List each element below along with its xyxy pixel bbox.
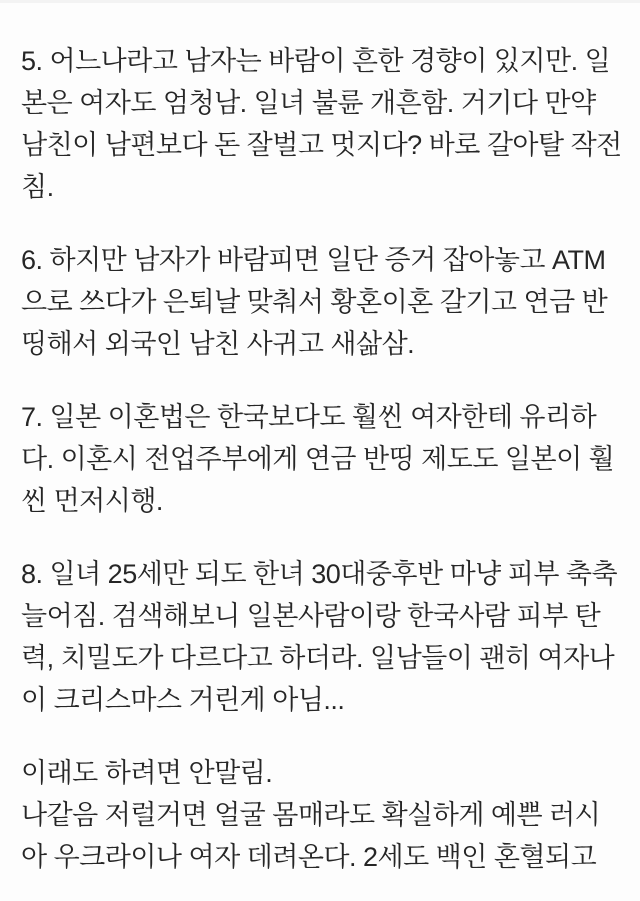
closing-line-2: 나같음 저럴거면 얼굴 몸매라도 확실하게 예쁜 러시아 우크라이나 여자 데려온다. 2세도 백인 혼혈되고 <box>21 800 601 872</box>
closing-line-1: 이래도 하려면 안말림. <box>21 758 273 788</box>
paragraph-item-7: 7. 일본 이혼법은 한국보다도 훨씬 여자한테 유리하다. 이혼시 전업주부에게 연금 반띵 제도도 일본이 훨씬 먼저시행. <box>21 402 615 516</box>
top-edge-divider <box>0 0 640 3</box>
paragraph-item-5: 5. 어느나라고 남자는 바람이 흔한 경향이 있지만. 일본은 여자도 엄청남. 일녀 불륜 개흔함. 거기다 만약 남친이 남편보다 돈 잘벌고 멋지다? 바로 갈아탈 작전침. <box>21 46 622 202</box>
paragraph-item-6: 6. 하지만 남자가 바람피면 일단 증거 잡아놓고 ATM으로 쓰다가 은퇴날 맞춰서 황혼이혼 갈기고 연금 반띵해서 외국인 남친 사귀고 새삶삼. <box>21 245 608 359</box>
paragraph-item-8: 8. 일녀 25세만 되도 한녀 30대중후반 마냥 피부 축축 늘어짐. 검색해보니 일본사람이랑 한국사람 피부 탄력, 치밀도가 다르다고 하더라. 일남들이 괜히 여자나이 크리스마스 거린게 아님... <box>21 559 618 715</box>
closing-block <box>21 752 622 878</box>
